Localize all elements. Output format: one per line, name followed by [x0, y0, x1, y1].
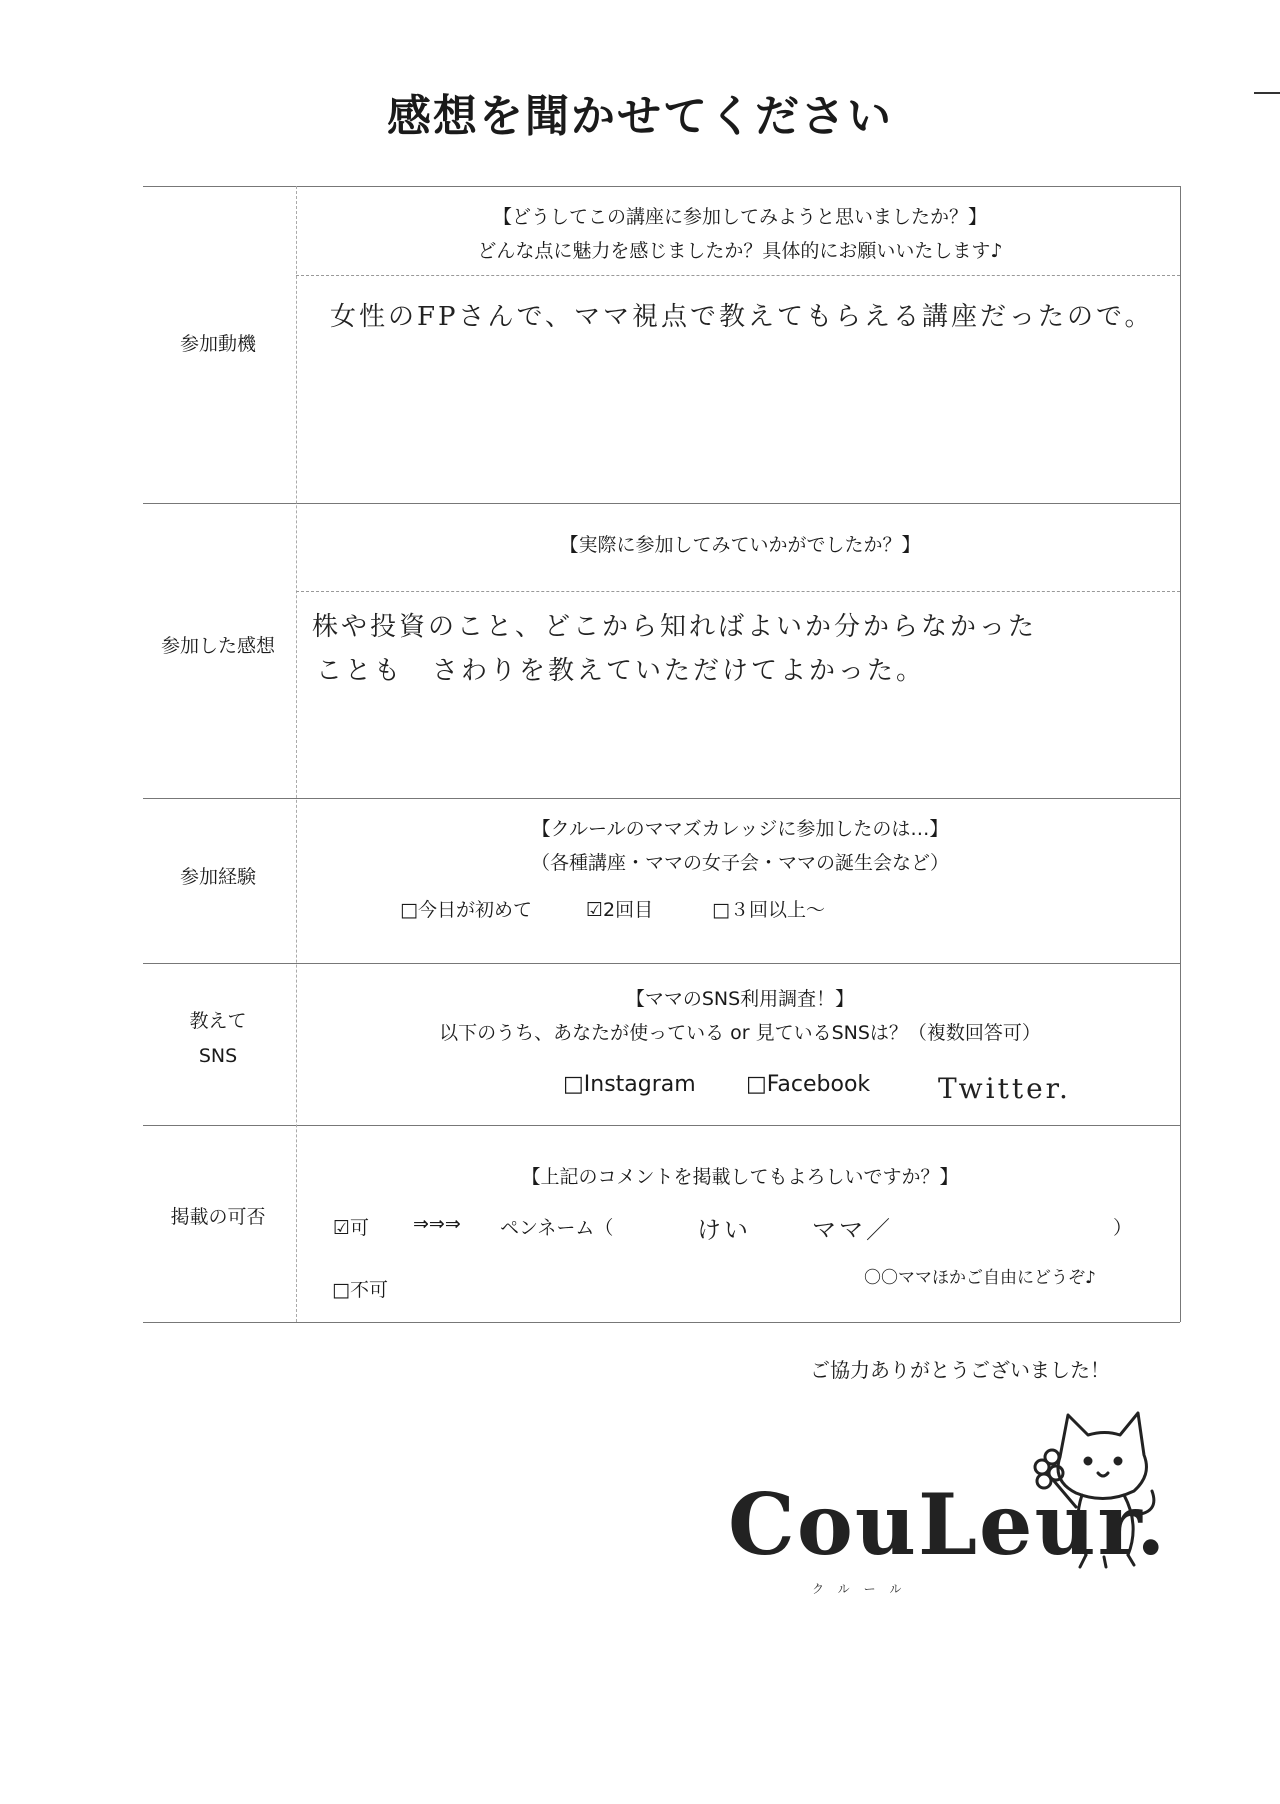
publish-option-no[interactable]: □不可: [332, 1279, 388, 1301]
motive-answer: 女性のFPさんで、ママ視点で教えてもらえる講座だったので。: [330, 302, 1154, 332]
motive-label: 参加動機: [179, 333, 256, 355]
logo-text: CouLeur.: [728, 1475, 1168, 1574]
impression-label: 参加した感想: [160, 635, 275, 657]
publish-label: 掲載の可否: [170, 1206, 266, 1228]
publish-arrows: ⇒⇒⇒: [413, 1213, 461, 1235]
publish-question: 【上記のコメントを掲載してもよろしいですか？】: [521, 1166, 959, 1188]
sns-label-line-1: 教えて: [189, 1010, 247, 1032]
edge-mark: [1254, 92, 1280, 94]
penname-hint: 〇〇ママほかご自由にどうぞ♪: [864, 1268, 1096, 1288]
penname-value-1: けい: [697, 1216, 751, 1244]
sns-question-2: 以下のうち、あなたが使っている or 見ているSNSは？（複数回答可）: [439, 1022, 1041, 1044]
logo-reading: クルール: [812, 1582, 916, 1596]
thanks-message: ご協力ありがとうございました！: [810, 1358, 1110, 1382]
experience-question-1: 【クルールのママズカレッジに参加したのは…】: [531, 818, 949, 840]
penname-value-2: ママ／: [812, 1216, 893, 1244]
motive-question-2: どんな点に魅力を感じましたか？具体的にお願いいたします♪: [477, 240, 1003, 262]
experience-option-first-time[interactable]: □今日が初めて: [400, 899, 532, 921]
penname-label: ペンネーム（: [500, 1217, 614, 1239]
sns-option-facebook[interactable]: □Facebook: [746, 1072, 871, 1097]
impression-question: 【実際に参加してみていかがでしたか？】: [559, 534, 921, 556]
page-title: 感想を聞かせてください: [387, 91, 893, 142]
sns-label-line-2: SNS: [198, 1045, 238, 1067]
sns-question-1: 【ママのSNS利用調査！】: [625, 988, 855, 1010]
sns-option-instagram[interactable]: □Instagram: [563, 1072, 696, 1097]
sns-written-twitter: Twitter.: [938, 1072, 1071, 1105]
experience-question-2: （各種講座・ママの女子会・ママの誕生会など）: [530, 852, 949, 874]
motive-question-1: 【どうしてこの講座に参加してみようと思いましたか？】: [492, 206, 987, 228]
publish-option-yes[interactable]: ☑可: [333, 1217, 370, 1239]
experience-option-three-plus[interactable]: □３回以上～: [712, 899, 825, 921]
impression-answer-line-1: 株や投資のこと、どこから知ればよいか分からなかった: [312, 612, 1038, 642]
impression-answer-line-2: ことも さわりを教えていただけてよかった。: [316, 656, 926, 686]
experience-label: 参加経験: [179, 866, 256, 888]
penname-close: ）: [1113, 1217, 1133, 1239]
experience-option-second-time[interactable]: ☑2回目: [586, 899, 654, 921]
